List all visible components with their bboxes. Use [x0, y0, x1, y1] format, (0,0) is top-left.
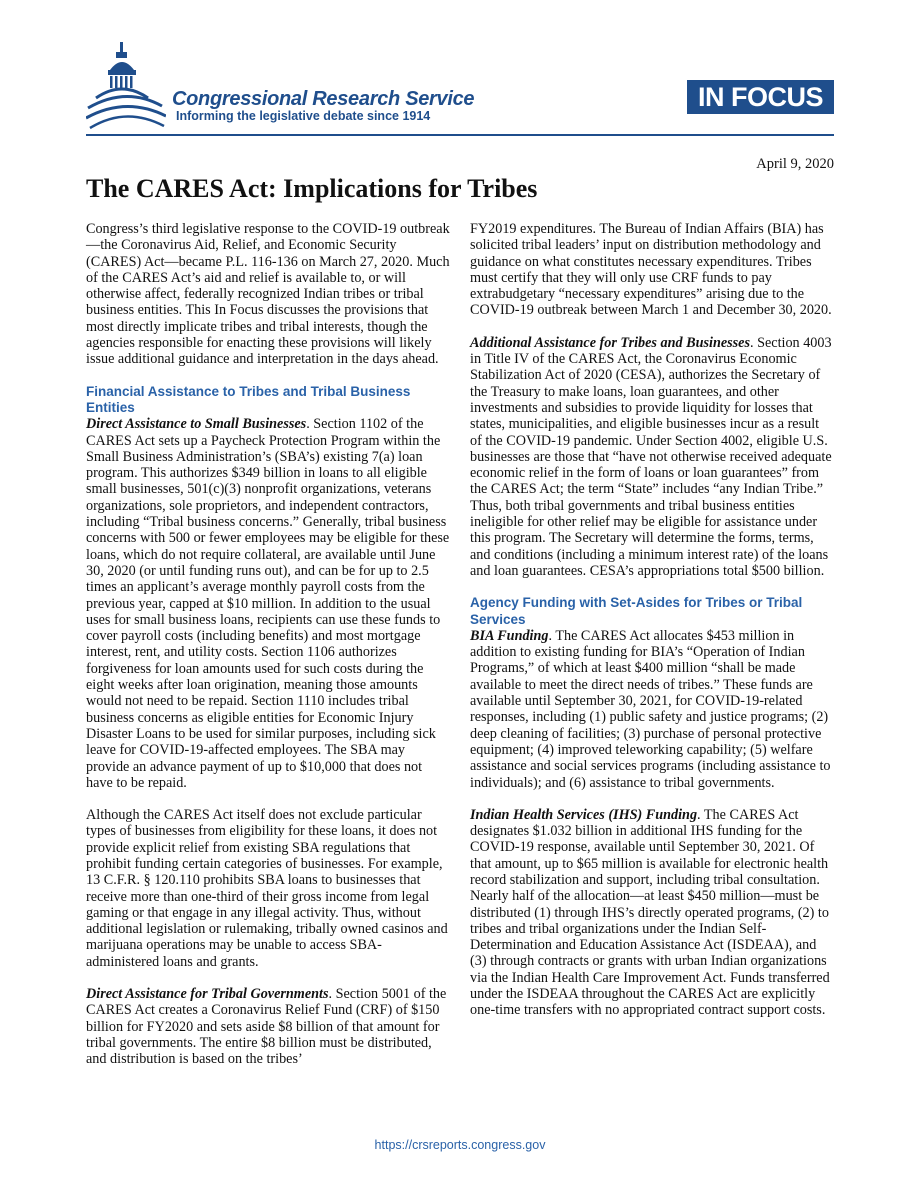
paragraph-additional-assistance	[470, 335, 834, 579]
page-title: The CARES Act: Implications for Tribes	[86, 174, 538, 203]
lead-additional-assistance: Additional Assistance for Tribes and Businesses	[470, 334, 750, 351]
organization-tagline: Informing the legislative debate since 1914	[176, 109, 431, 123]
publication-date: April 9, 2020	[756, 156, 834, 172]
right-column	[470, 221, 834, 1035]
lead-ihs-funding: Indian Health Services (IHS) Funding	[470, 806, 698, 823]
in-focus-badge: IN FOCUS	[687, 80, 834, 114]
section-heading-financial-assistance: Financial Assistance to Tribes and Tribal Business Entities	[86, 383, 411, 415]
footer-url-link[interactable]: https://crsreports.congress.gov	[374, 1138, 546, 1152]
paragraph-small-businesses	[86, 416, 450, 791]
body-additional-assistance: . Section 4003 in Title IV of the CARES Act, the Coronavirus Economic Stabilization Act of 2020 (CESA), authorizes the Secretary of the Treasury to make loans, loan guarantees, and other investments and subsidies to provide liquidity for losses that states, municipalities, and eligible businesses incur as a result of the COVID-19 pandemic. Under Section 4002, eligible U.S. businesses are those that “have not otherwise received adequate economic relief in the form of loans or loan guarantees” from the CARES Act; the term “State” includes “any Indian Tribe.” Thus, both tribal governments and tribal business entities ineligible for other relief may be eligible for assistance under this program. The Secretary will determine the forms, terms, and conditions (including a minimum interest rate) of the loans and loan guarantees. CESA’s appropriations total $500 billion.	[470, 334, 832, 579]
left-column	[86, 221, 450, 1084]
intro-paragraph: Congress’s third legislative response to the COVID-19 outbreak—the Coronavirus Aid, Relief, and Economic Security (CARES) Act—became P.L. 116-136 on March 27, 2020. Much of the CARES Act’s aid and relief is available to, or will otherwise affect, federally recognized Indian tribes or tribal business entities. This In Focus discusses the provisions that most directly implicate tribes and tribal interests, though the agencies responsible for enacting these provisions will likely issue additional guidance and interpretation in the days ahead.	[86, 221, 450, 368]
lead-small-businesses: Direct Assistance to Small Businesses	[86, 416, 307, 433]
body-small-businesses: . Section 1102 of the CARES Act sets up a Paycheck Protection Program within the Small Business Administration’s (SBA’s) existing 7(a) loan program. This authorizes $349 billion in loans to all eligible small businesses, 501(c)(3) nonprofit organizations, veterans organizations, sole proprietors, and independent contractors, including “Tribal business concerns.” Generally, tribal business concerns with 500 or fewer employees may be eligible for these loans, which do not require collateral, are available until June 30, 2020 (or until funding runs out), and can be for up to 2.5 times an applicant’s average monthly payroll costs from the previous year, capped at $10 million. In addition to the usual uses for small business loans, recipients can use these funds to cover payroll costs (including benefits) and most mortgage interest, rent, and utility costs. Section 1106 authorizes forgiveness for loan amounts used for such costs during the eight weeks after loan origination, meaning those amounts would not need to be repaid. Section 1110 includes tribal business concerns as eligible entities for Economic Injury Disaster Loans to be used for similar purposes, including sick leave for COVID-19-affected employees. The SBA may provide an advance payment of up to $10,000 that does not have to be repaid.	[86, 416, 450, 791]
body-ihs-funding: . The CARES Act designates $1.032 billion in additional IHS funding for the COVID-19 response, available until September 30, 2021. Of that amount, up to $65 million is available for electronic health record stabilization and support, including tribal consultation. Nearly half of the allocation—at least $450 million—must be distributed (1) through IHS’s directly operated programs, (2) to tribes and tribal organizations under the Indian Self-Determination and Education Assistance Act (ISDEAA), and (3) through contracts or grants with urban Indian organizations via the Indian Health Care Improvement Act. Funds transferred under the ISDEAA throughout the CARES Act are explicitly one-time transfers with no appropriated contract support costs.	[470, 806, 830, 1019]
paragraph-tribal-governments	[86, 986, 450, 1067]
section-heading-agency-funding: Agency Funding with Set-Asides for Tribes or Tribal Services	[470, 595, 803, 627]
paragraph-bia-funding	[470, 628, 834, 791]
lead-tribal-governments: Direct Assistance for Tribal Governments	[86, 986, 329, 1003]
paragraph-sba-exclusions: Although the CARES Act itself does not exclude particular types of businesses from eligibility for these loans, it does not provide explicit relief from existing SBA regulations that prohibit funding certain categories of businesses. For example, 13 C.F.R. § 120.110 prohibits SBA loans to businesses that receive more than one-third of their gross income from legal gaming or that engage in any illegal activity. Thus, without additional legislation or rulemaking, tribally owned casinos and marijuana operations may be unable to access SBA-administered loans and grants.	[86, 807, 448, 970]
lead-bia-funding: BIA Funding	[470, 627, 549, 644]
crs-header	[86, 40, 834, 136]
capitol-dome-icon	[86, 40, 166, 130]
header-rule	[86, 134, 834, 136]
body-tribal-governments: . Section 5001 of the CARES Act creates a Coronavirus Relief Fund (CRF) of $150 billion for FY2020 and sets aside $8 billion of that amount for tribal governments. The entire $8 billion must be distributed, and distribution is based on the tribes’	[86, 986, 447, 1068]
organization-name: Congressional Research Service	[172, 88, 475, 110]
paragraph-ihs-funding	[470, 807, 834, 1019]
body-bia-funding: . The CARES Act allocates $453 million in addition to existing funding for BIA’s “Operation of Indian Programs,” of which at least $400 million “shall be made available to meet the direct needs of tribes.” These funds are available until September 30, 2021, for COVID-19-related responses, including (1) public safety and justice programs; (2) deep cleaning of facilities; (3) purchase of personal protective equipment; (4) improved teleworking capability; (5) welfare assistance and social services programs (including assistance to individuals); and (6) assistance to tribal governments.	[470, 627, 831, 791]
paragraph-tribal-governments-continued: FY2019 expenditures. The Bureau of Indian Affairs (BIA) has solicited tribal leaders’ input on distribution methodology and guidance on what constitutes necessary expenditures. Tribes must certify that they will only use CRF funds to pay extrabudgetary “necessary expenditures” arising due to the COVID-19 outbreak between March 1 and December 30, 2020.	[470, 221, 832, 319]
